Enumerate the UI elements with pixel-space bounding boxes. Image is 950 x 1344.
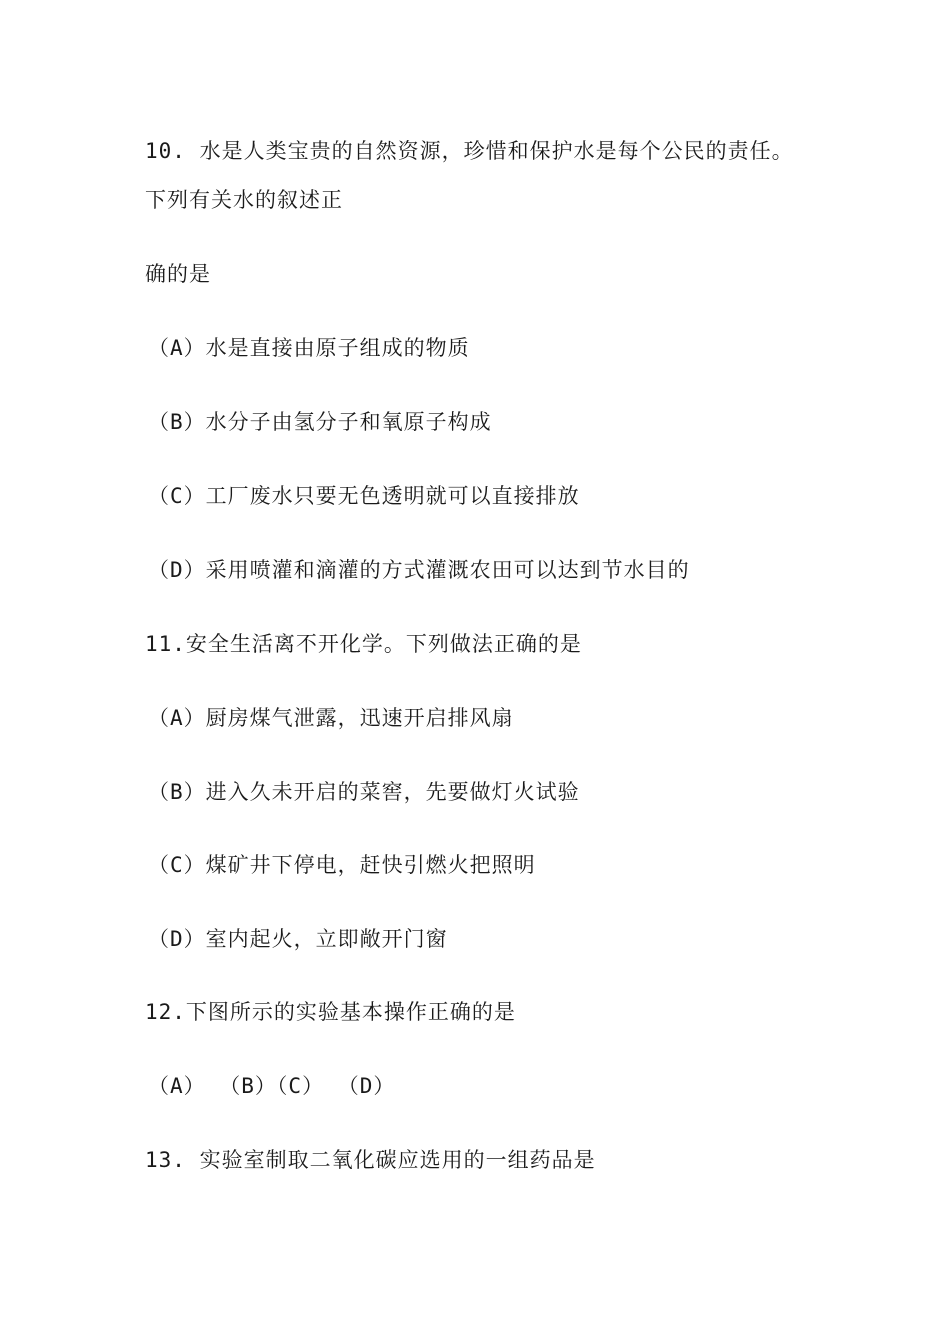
question-12-stem: 12.下图所示的实验基本操作正确的是: [145, 1000, 516, 1024]
question-12-options: （A） （B）（C） （D）: [148, 1074, 396, 1098]
question-10-stem-line3: 确的是: [145, 262, 211, 286]
question-10-stem-line1: 10. 水是人类宝贵的自然资源，珍惜和保护水是每个公民的责任。: [145, 139, 794, 163]
question-11-option-d: （D）室内起火，立即敞开门窗: [148, 927, 448, 951]
question-11-stem: 11.安全生活离不开化学。下列做法正确的是: [145, 632, 582, 656]
question-10-option-b: （B）水分子由氢分子和氧原子构成: [148, 410, 492, 434]
question-13-stem: 13. 实验室制取二氧化碳应选用的一组药品是: [145, 1148, 596, 1172]
question-10-option-a: （A）水是直接由原子组成的物质: [148, 336, 470, 360]
question-10-stem-line2: 下列有关水的叙述正: [145, 188, 343, 212]
question-11-option-a: （A）厨房煤气泄露，迅速开启排风扇: [148, 706, 514, 730]
question-10-option-c: （C）工厂废水只要无色透明就可以直接排放: [148, 484, 580, 508]
question-11-option-b: （B）进入久未开启的菜窖，先要做灯火试验: [148, 780, 580, 804]
question-10-option-d: （D）采用喷灌和滴灌的方式灌溉农田可以达到节水目的: [148, 558, 690, 582]
question-11-option-c: （C）煤矿井下停电，赶快引燃火把照明: [148, 853, 536, 877]
